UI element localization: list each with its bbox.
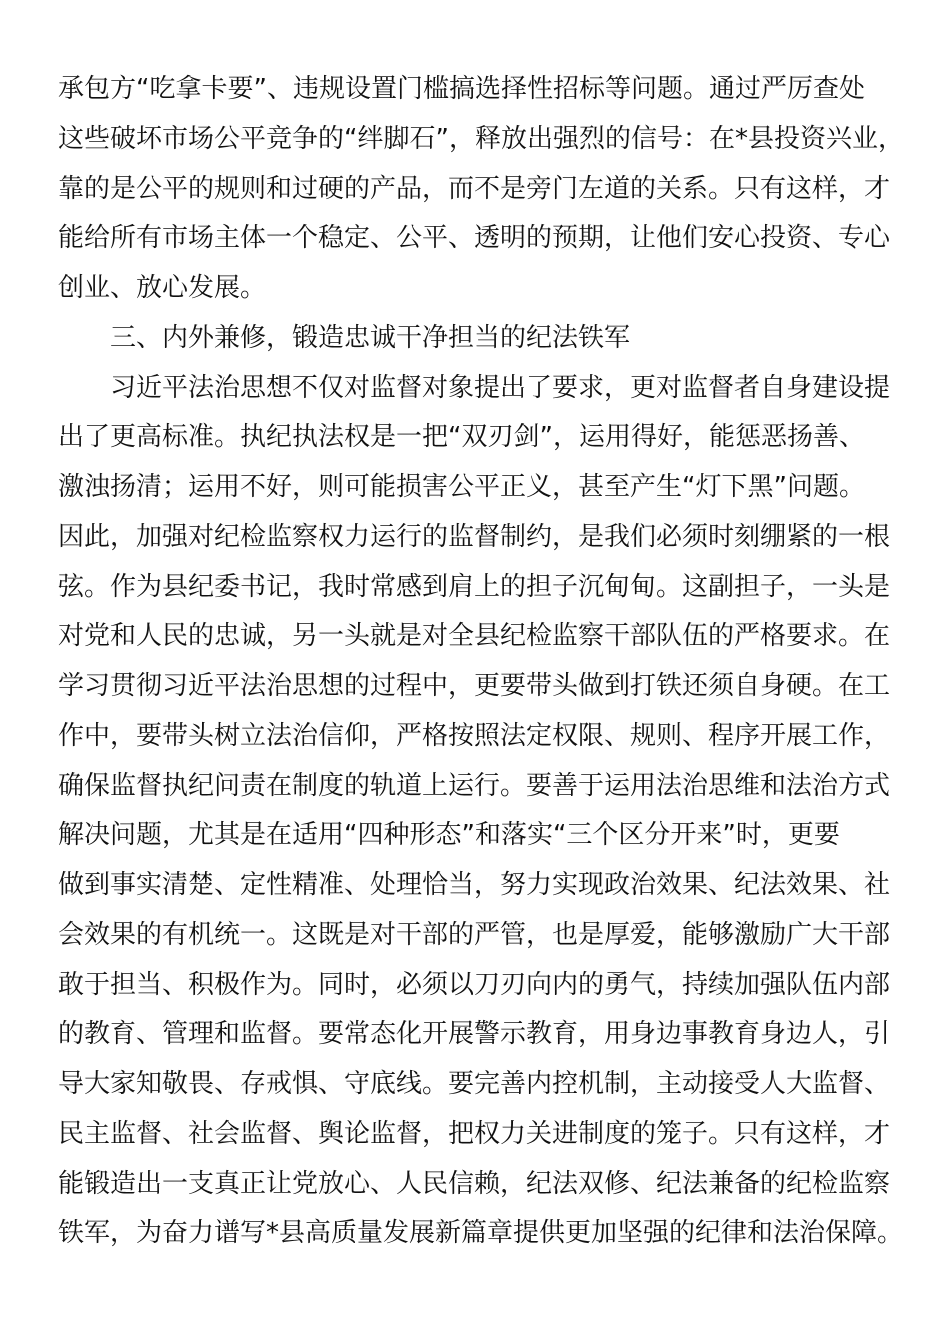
text-line: 的教育、管理和监督。要常态化开展警示教育，用身边事教育身边人，引 — [58, 1019, 891, 1049]
text-line: 能给所有市场主体一个稳定、公平、透明的预期，让他们安心投资、专心 — [58, 223, 891, 253]
text-line: 会效果的有机统一。这既是对干部的严管，也是厚爱，能够激励广大干部 — [58, 920, 891, 950]
text-line: 做到事实清楚、定性精准、处理恰当，努力实现政治效果、纪法效果、社 — [58, 870, 891, 900]
text-line: 作中，要带头树立法治信仰，严格按照法定权限、规则、程序开展工作， — [58, 721, 891, 751]
paragraph-first-line: 习近平法治思想不仅对监督对象提出了要求，更对监督者自身建设提 — [110, 373, 891, 403]
text-line: 确保监督执纪问责在制度的轨道上运行。要善于运用法治思维和法治方式 — [58, 771, 891, 801]
text-line: 能锻造出一支真正让党放心、人民信赖，纪法双修、纪法兼备的纪检监察 — [58, 1169, 891, 1199]
text-line: 解决问题，尤其是在适用“四种形态”和落实“三个区分开来”时，更要 — [58, 820, 840, 850]
text-line: 创业、放心发展。 — [58, 273, 267, 303]
text-line: 承包方“吃拿卡要”、违规设置门槛搞选择性招标等问题。通过严厉查处 — [58, 74, 865, 104]
text-line: 激浊扬清；运用不好，则可能损害公平正义，甚至产生“灯下黑”问题。 — [58, 472, 865, 502]
text-line: 对党和人民的忠诚，另一头就是对全县纪检监察干部队伍的严格要求。在 — [58, 621, 891, 651]
text-line: 学习贯彻习近平法治思想的过程中，更要带头做到打铁还须自身硬。在工 — [58, 671, 891, 701]
section-heading: 三、内外兼修，锻造忠诚干净担当的纪法铁军 — [110, 323, 631, 353]
text-line: 敢于担当、积极作为。同时，必须以刀刃向内的勇气，持续加强队伍内部 — [58, 970, 891, 1000]
text-line: 民主监督、社会监督、舆论监督，把权力关进制度的笼子。只有这样，才 — [58, 1119, 891, 1149]
text-line: 弦。作为县纪委书记，我时常感到肩上的担子沉甸甸。这副担子，一头是 — [58, 572, 891, 602]
text-line: 靠的是公平的规则和过硬的产品，而不是旁门左道的关系。只有这样，才 — [58, 174, 891, 204]
text-line: 导大家知敬畏、存戒惧、守底线。要完善内控机制，主动接受人大监督、 — [58, 1069, 891, 1099]
text-line: 这些破坏市场公平竞争的“绊脚石”，释放出强烈的信号：在*县投资兴业， — [58, 124, 904, 154]
text-line: 出了更高标准。执纪执法权是一把“双刃剑”，运用得好，能惩恶扬善、 — [58, 422, 865, 452]
text-line: 铁军，为奋力谱写*县高质量发展新篇章提供更加坚强的纪律和法治保障。 — [58, 1218, 904, 1248]
text-line: 因此，加强对纪检监察权力运行的监督制约，是我们必须时刻绷紧的一根 — [58, 522, 891, 552]
